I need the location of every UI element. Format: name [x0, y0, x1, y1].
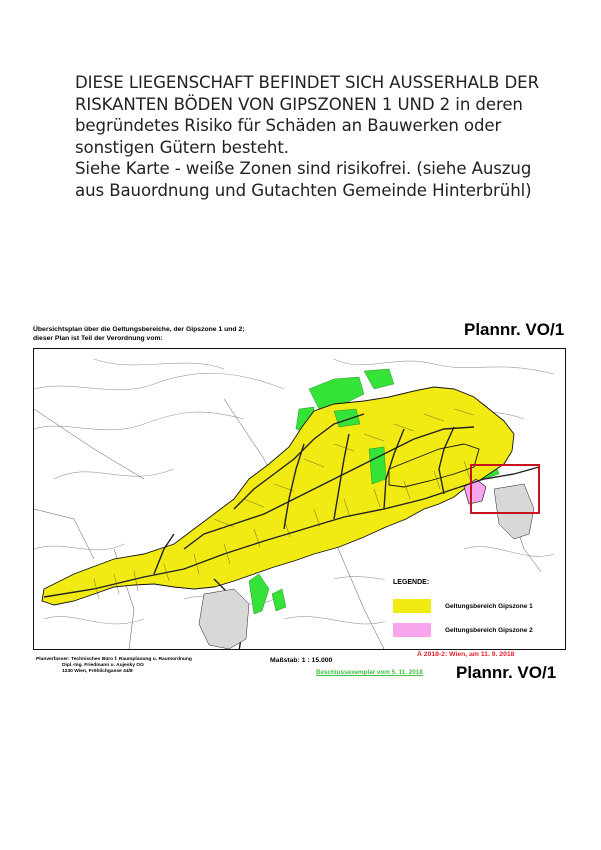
intro-line: Siehe Karte - weiße Zonen sind risikofrei. (siehe Auszug: [75, 159, 532, 179]
plan-heading-line: dieser Plan ist Teil der Verordnung vom:: [33, 334, 163, 342]
legend: [385, 572, 563, 648]
legend-item-zone1: [393, 599, 533, 613]
amendment-note: Ä 2018-2: Wien, am 11. 9. 2018: [417, 651, 515, 658]
plan-heading: [33, 326, 245, 343]
legend-item-zone2: [393, 623, 533, 637]
intro-line: sonstigen Gütern besteht.: [75, 137, 289, 157]
legend-label: Geltungsbereich Gipszone 1: [445, 602, 533, 610]
plan-number-top: Plannr. VO/1: [464, 320, 565, 339]
decision-copy-note: Beschlussexemplar vom 5. 11. 2018: [316, 669, 423, 676]
map-scale: Maßstab: 1 : 15.000: [270, 657, 333, 664]
intro-line: RISKANTEN BÖDEN VON GIPSZONEN 1 UND 2 in deren: [75, 94, 523, 114]
intro-line: DIESE LIEGENSCHAFT BEFINDET SICH AUSSERHALB DER: [75, 73, 540, 92]
intro-text: [75, 72, 575, 202]
plan-heading-line: Übersichtsplan über die Geltungsbereiche, der Gipszone 1 und 2;: [33, 326, 245, 333]
legend-swatch-zone1: [393, 599, 431, 613]
author-line: Dipl.-Ing. Friedmann u. Aujesky OG: [62, 663, 144, 669]
intro-line: begründetes Risiko für Schäden an Bauwerken oder: [75, 116, 502, 136]
author-line: 1230 Wien, Fröhlichgasse 44/8: [62, 669, 133, 675]
author-line: Planverfasser: Technisches Büro f. Raumplanung u. Raumordnung: [36, 657, 192, 662]
intro-line: aus Bauordnung und Gutachten Gemeinde Hinterbrühl): [75, 180, 532, 200]
zoning-plan: [33, 320, 573, 690]
legend-swatch-zone2: [393, 623, 431, 637]
plan-author: [36, 657, 192, 676]
legend-label: Geltungsbereich Gipszone 2: [445, 626, 533, 634]
plan-number-bottom: Plannr. VO/1: [456, 663, 557, 682]
legend-title: LEGENDE:: [393, 579, 430, 586]
